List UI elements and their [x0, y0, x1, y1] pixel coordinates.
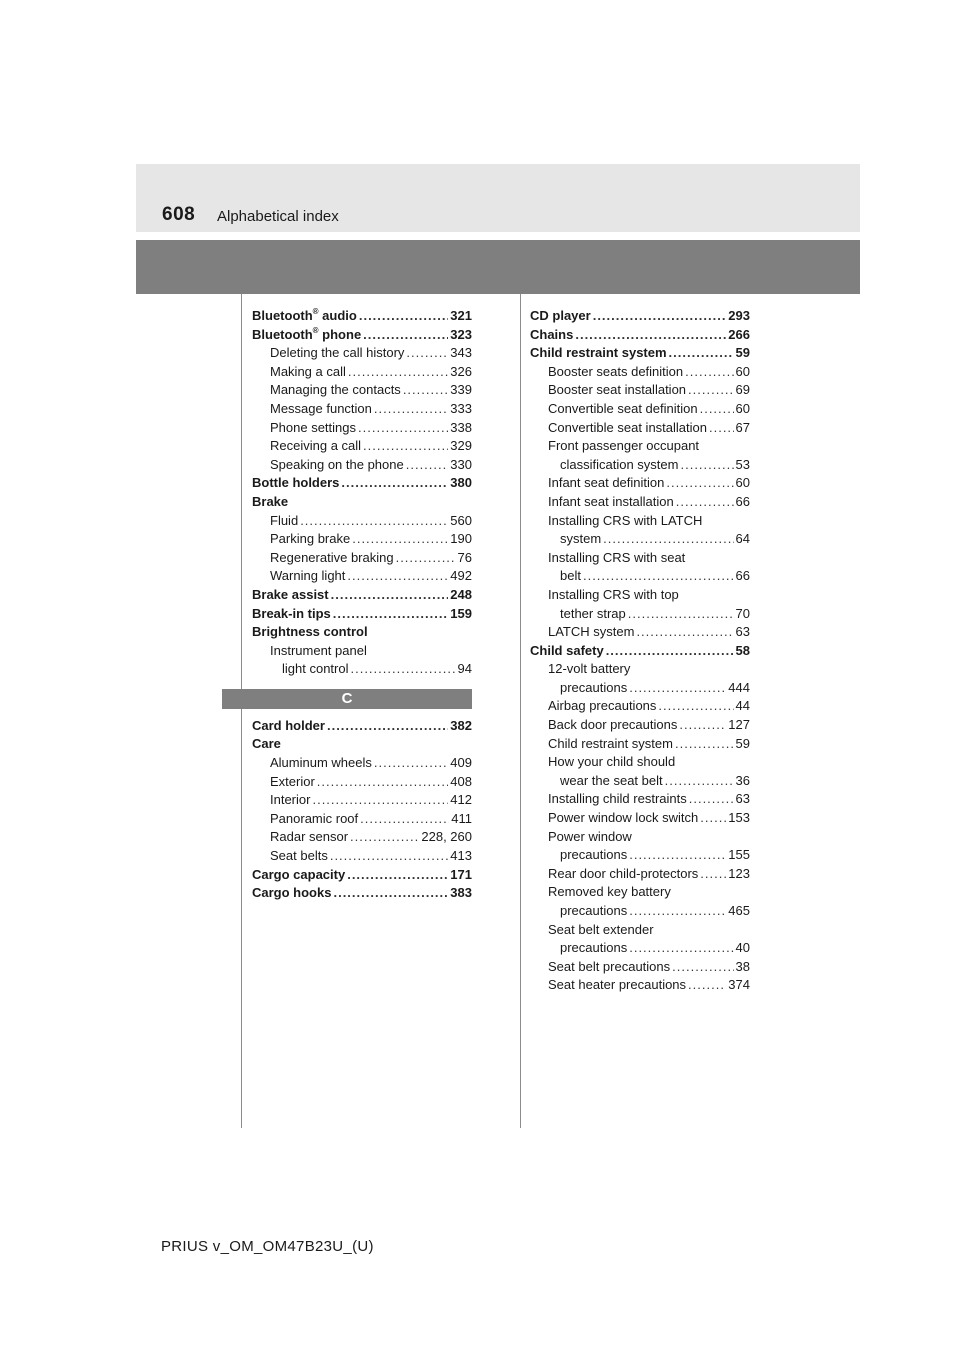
index-entry: [530, 697, 750, 716]
index-entry-page: 323: [450, 326, 472, 342]
index-entry: [252, 773, 472, 792]
index-entry-label: Infant seat definition: [548, 475, 665, 491]
index-entry: [530, 400, 750, 419]
index-entry-page: 94: [457, 661, 472, 677]
index-entry: [252, 456, 472, 475]
index-entry: [530, 474, 750, 493]
index-entry-page: 333: [450, 400, 472, 416]
index-entry-page: 59: [735, 735, 750, 751]
index-entry-label: Convertible seat definition: [548, 400, 698, 416]
index-entry: [252, 847, 472, 866]
index-entry-page: 38: [735, 958, 750, 974]
leader-dots: [629, 902, 726, 921]
index-entry: [530, 790, 750, 809]
index-entry: [530, 381, 750, 400]
index-entry: [252, 717, 472, 736]
index-entry-label: Seat belts: [270, 848, 328, 864]
index-entry-label: Seat heater precautions: [548, 977, 687, 993]
index-entry-label: Parking brake: [270, 531, 351, 547]
leader-dots: [363, 326, 448, 345]
leader-dots: [330, 847, 448, 866]
index-entry-page: 326: [450, 363, 472, 379]
index-entry-page: 329: [450, 438, 472, 454]
index-entry-label: Deleting the call history: [270, 345, 405, 361]
leader-dots: [374, 754, 448, 773]
leader-dots: [629, 939, 733, 958]
index-entry: [530, 344, 750, 363]
index-entry-label: Message function: [270, 400, 372, 416]
index-entry: [530, 846, 750, 865]
index-entry-label: Convertible seat installation: [548, 419, 707, 435]
index-entry-label: Brake: [252, 493, 289, 509]
header-bar: [136, 164, 860, 232]
index-entry: [530, 605, 750, 624]
leader-dots: [347, 866, 448, 885]
leader-dots: [583, 567, 734, 586]
index-entry-label: Bluetooth® phone: [252, 325, 362, 342]
index-entry: [252, 549, 472, 568]
index-entry: [252, 605, 472, 624]
leader-dots: [679, 716, 726, 735]
leader-dots: [312, 791, 448, 810]
leader-dots: [327, 717, 448, 736]
index-entry: [252, 754, 472, 773]
index-entry-page: 127: [728, 717, 750, 733]
index-group-b: [252, 307, 472, 679]
index-entry: [530, 623, 750, 642]
index-entry: [530, 419, 750, 438]
index-entry-label: Exterior: [270, 773, 315, 789]
index-entry-page: 413: [450, 848, 472, 864]
leader-dots: [317, 773, 449, 792]
index-entry-page: 190: [450, 531, 472, 547]
index-entry-label: Child restraint system: [548, 735, 673, 751]
index-entry: [252, 474, 472, 493]
index-entry-label: Booster seats definition: [548, 363, 684, 379]
index-entry-page: 408: [450, 773, 472, 789]
index-entry: [530, 902, 750, 921]
index-entry-label: Receiving a call: [270, 438, 362, 454]
leader-dots: [709, 419, 734, 438]
index-entry-label: tether strap: [560, 605, 626, 621]
leader-dots: [689, 790, 734, 809]
index-entry-label: Bottle holders: [252, 475, 340, 491]
leader-dots: [331, 586, 449, 605]
index-entry-page: 64: [735, 531, 750, 547]
index-entry: [252, 512, 472, 531]
leader-dots: [628, 605, 734, 624]
page-number: 608: [162, 204, 196, 225]
index-entry-label: Panoramic roof: [270, 810, 359, 826]
leader-dots: [363, 437, 448, 456]
index-entry-label: Installing CRS with seat: [548, 549, 686, 565]
index-entry-page: 338: [450, 419, 472, 435]
index-entry-page: 266: [728, 326, 750, 342]
leader-dots: [300, 512, 448, 531]
leader-dots: [406, 344, 448, 363]
index-entry: [252, 623, 472, 642]
index-entry: [530, 326, 750, 345]
leader-dots: [669, 344, 734, 363]
index-entry: [252, 828, 472, 847]
index-entry-page: 374: [728, 977, 750, 993]
index-entry: [530, 939, 750, 958]
index-entry-label: Aluminum wheels: [270, 755, 372, 771]
index-entry: [530, 586, 750, 605]
index-entry-page: 60: [735, 363, 750, 379]
index-entry: [530, 921, 750, 940]
index-entry: [530, 493, 750, 512]
index-entry-label: Removed key battery: [548, 884, 671, 900]
index-entry: [252, 400, 472, 419]
column-divider-left: [241, 294, 242, 1128]
index-entry-label: Brightness control: [252, 624, 368, 640]
index-entry-page: 293: [728, 308, 750, 323]
index-entry-label: Interior: [270, 792, 311, 808]
leader-dots: [593, 307, 727, 326]
index-entry-page: 70: [735, 605, 750, 621]
leader-dots: [374, 400, 448, 419]
index-entry-label: Installing CRS with LATCH: [548, 512, 703, 528]
index-entry: [252, 363, 472, 382]
index-entry: [252, 791, 472, 810]
leader-dots: [350, 828, 419, 847]
index-entry-label: Rear door child-protectors: [548, 865, 699, 881]
index-entry-page: 382: [450, 717, 472, 733]
index-entry: [252, 381, 472, 400]
index-entry-label: precautions: [560, 940, 628, 956]
index-entry: [530, 735, 750, 754]
index-entry-page: 60: [735, 475, 750, 491]
index-entry-page: 66: [735, 568, 750, 584]
index-entry: [530, 567, 750, 586]
index-entry-page: 492: [450, 568, 472, 584]
leader-dots: [606, 642, 734, 661]
index-entry-page: 560: [450, 512, 472, 528]
index-entry: [252, 437, 472, 456]
index-entry-label: Managing the contacts: [270, 382, 401, 398]
index-entry-label: Cargo capacity: [252, 866, 346, 882]
leader-dots: [341, 474, 448, 493]
index-entry-label: Bluetooth® audio: [252, 307, 357, 323]
index-entry-label: Instrument panel: [270, 642, 367, 658]
index-entry: [530, 958, 750, 977]
index-entry-label: Child restraint system: [530, 345, 667, 361]
index-entry: [252, 307, 472, 326]
index-entry-label: Regenerative braking: [270, 549, 394, 565]
index-entry: [252, 810, 472, 829]
index-entry: [252, 326, 472, 345]
leader-dots: [700, 865, 726, 884]
index-entry-label: light control: [282, 661, 349, 677]
index-entry-page: 339: [450, 382, 472, 398]
leader-dots: [629, 679, 726, 698]
index-entry-page: 321: [450, 308, 472, 323]
leader-dots: [636, 623, 733, 642]
index-entry: [252, 344, 472, 363]
index-entry: [252, 735, 472, 754]
index-entry-page: 44: [735, 698, 750, 714]
index-entry-page: 444: [728, 679, 750, 695]
index-entry: [252, 660, 472, 679]
leader-dots: [350, 660, 455, 679]
header-band: [136, 240, 860, 294]
index-entry: [530, 642, 750, 661]
index-entry: [530, 828, 750, 847]
index-entry-page: 153: [728, 810, 750, 826]
leader-dots: [700, 809, 726, 828]
leader-dots: [333, 605, 449, 624]
index-entry-label: Fluid: [270, 512, 299, 528]
index-entry: [252, 493, 472, 512]
index-entry-label: system: [560, 531, 602, 547]
index-entry-page: 60: [735, 400, 750, 416]
leader-dots: [688, 976, 726, 995]
index-entry-label: Seat belt extender: [548, 921, 654, 937]
index-entry: [530, 865, 750, 884]
index-entry: [530, 716, 750, 735]
section-title: Alphabetical index: [217, 208, 339, 225]
index-entry-label: Radar sensor: [270, 829, 349, 845]
index-entry-page: 228, 260: [421, 829, 472, 845]
index-entry-page: 67: [735, 419, 750, 435]
index-entry-page: 409: [450, 755, 472, 771]
index-entry-page: 465: [728, 903, 750, 918]
index-entry-page: 171: [450, 866, 472, 882]
index-entry-label: Installing child restraints: [548, 791, 687, 807]
leader-dots: [658, 697, 733, 716]
index-entry: [252, 419, 472, 438]
index-entry-page: 69: [735, 382, 750, 398]
index-group-c-continued: [530, 307, 750, 995]
index-entry-label: Seat belt precautions: [548, 958, 671, 974]
index-entry: [252, 884, 472, 903]
index-entry: [530, 772, 750, 791]
index-entry-label: precautions: [560, 903, 628, 918]
leader-dots: [358, 419, 448, 438]
index-entry-label: precautions: [560, 679, 628, 695]
index-entry-page: 63: [735, 791, 750, 807]
index-entry-page: 330: [450, 456, 472, 472]
index-entry-page: 76: [457, 549, 472, 565]
index-entry: [252, 586, 472, 605]
index-entry: [530, 753, 750, 772]
index-entry: [252, 642, 472, 661]
index-entry: [252, 866, 472, 885]
index-entry-label: Speaking on the phone: [270, 456, 404, 472]
index-entry-label: Infant seat installation: [548, 493, 674, 509]
leader-dots: [665, 772, 734, 791]
index-entry: [530, 883, 750, 902]
index-entry-label: Child safety: [530, 642, 604, 658]
index-entry: [530, 437, 750, 456]
index-entry-label: Making a call: [270, 363, 346, 379]
leader-dots: [360, 810, 449, 829]
index-entry-label: CD player: [530, 308, 591, 323]
index-entry: [530, 530, 750, 549]
index-entry-page: 380: [450, 475, 472, 491]
leader-dots: [348, 363, 448, 382]
leader-dots: [666, 474, 733, 493]
index-entry-label: Phone settings: [270, 419, 357, 435]
index-entry-label: Brake assist: [252, 586, 329, 602]
index-entry-label: Card holder: [252, 717, 325, 733]
leader-dots: [700, 400, 734, 419]
index-entry-label: classification system: [560, 456, 679, 472]
leader-dots: [680, 456, 733, 475]
index-entry-label: Warning light: [270, 568, 346, 584]
index-entry-label: Booster seat installation: [548, 382, 687, 398]
index-entry-label: precautions: [560, 847, 628, 863]
leader-dots: [347, 567, 448, 586]
index-entry-page: 53: [735, 456, 750, 472]
index-entry-page: 59: [735, 345, 750, 361]
index-entry-label: Break-in tips: [252, 605, 331, 621]
index-entry-label: How your child should: [548, 754, 676, 770]
index-entry: [530, 809, 750, 828]
leader-dots: [629, 846, 726, 865]
index-entry-label: Cargo hooks: [252, 885, 332, 901]
leader-dots: [352, 530, 448, 549]
index-entry-label: belt: [560, 568, 581, 584]
index-entry-page: 36: [735, 772, 750, 788]
index-group-c: [252, 717, 472, 903]
document-code: PRIUS v_OM_OM47B23U_(U): [161, 1238, 374, 1255]
leader-dots: [403, 381, 448, 400]
index-entry-page: 383: [450, 885, 472, 901]
index-entry-page: 411: [451, 810, 472, 826]
leader-dots: [688, 381, 734, 400]
index-entry-label: Back door precautions: [548, 717, 678, 733]
leader-dots: [396, 549, 456, 568]
index-entry-label: LATCH system: [548, 624, 635, 640]
leader-dots: [675, 735, 734, 754]
index-entry-page: 40: [735, 940, 750, 956]
index-entry-page: 343: [450, 345, 472, 361]
index-entry: [530, 679, 750, 698]
index-entry-label: Installing CRS with top: [548, 586, 679, 602]
index-entry-label: Power window: [548, 828, 632, 844]
index-entry-label: Power window lock switch: [548, 810, 699, 826]
leader-dots: [406, 456, 449, 475]
index-entry-page: 66: [735, 493, 750, 509]
column-divider-right: [520, 294, 521, 1128]
leader-dots: [603, 530, 733, 549]
index-entry: [252, 530, 472, 549]
index-entry-page: 155: [728, 847, 750, 863]
index-entry: [530, 363, 750, 382]
index-entry-page: 58: [735, 642, 750, 658]
index-entry: [530, 976, 750, 995]
index-entry-label: Airbag precautions: [548, 698, 657, 714]
index-entry-label: Front passenger occupant: [548, 438, 700, 454]
leader-dots: [685, 363, 733, 382]
index-entry: [530, 660, 750, 679]
index-entry-page: 123: [728, 865, 750, 881]
index-entry: [530, 512, 750, 531]
index-entry: [252, 567, 472, 586]
index-entry: [530, 549, 750, 568]
index-entry-page: 412: [450, 792, 472, 808]
index-column-1: [252, 307, 472, 903]
index-entry: [530, 456, 750, 475]
index-entry-label: Care: [252, 736, 281, 752]
index-entry-label: 12-volt battery: [548, 661, 631, 677]
index-entry-page: 63: [735, 624, 750, 640]
leader-dots: [359, 307, 448, 326]
letter-heading-c: C: [222, 689, 472, 709]
index-entry-page: 159: [450, 605, 472, 621]
index-entry-label: wear the seat belt: [560, 772, 663, 788]
leader-dots: [676, 493, 734, 512]
leader-dots: [575, 326, 726, 345]
leader-dots: [333, 884, 448, 903]
index-entry: [530, 307, 750, 326]
index-entry-label: Chains: [530, 326, 574, 342]
index-column-2: [530, 307, 750, 995]
leader-dots: [672, 958, 733, 977]
index-entry-page: 248: [450, 586, 472, 602]
